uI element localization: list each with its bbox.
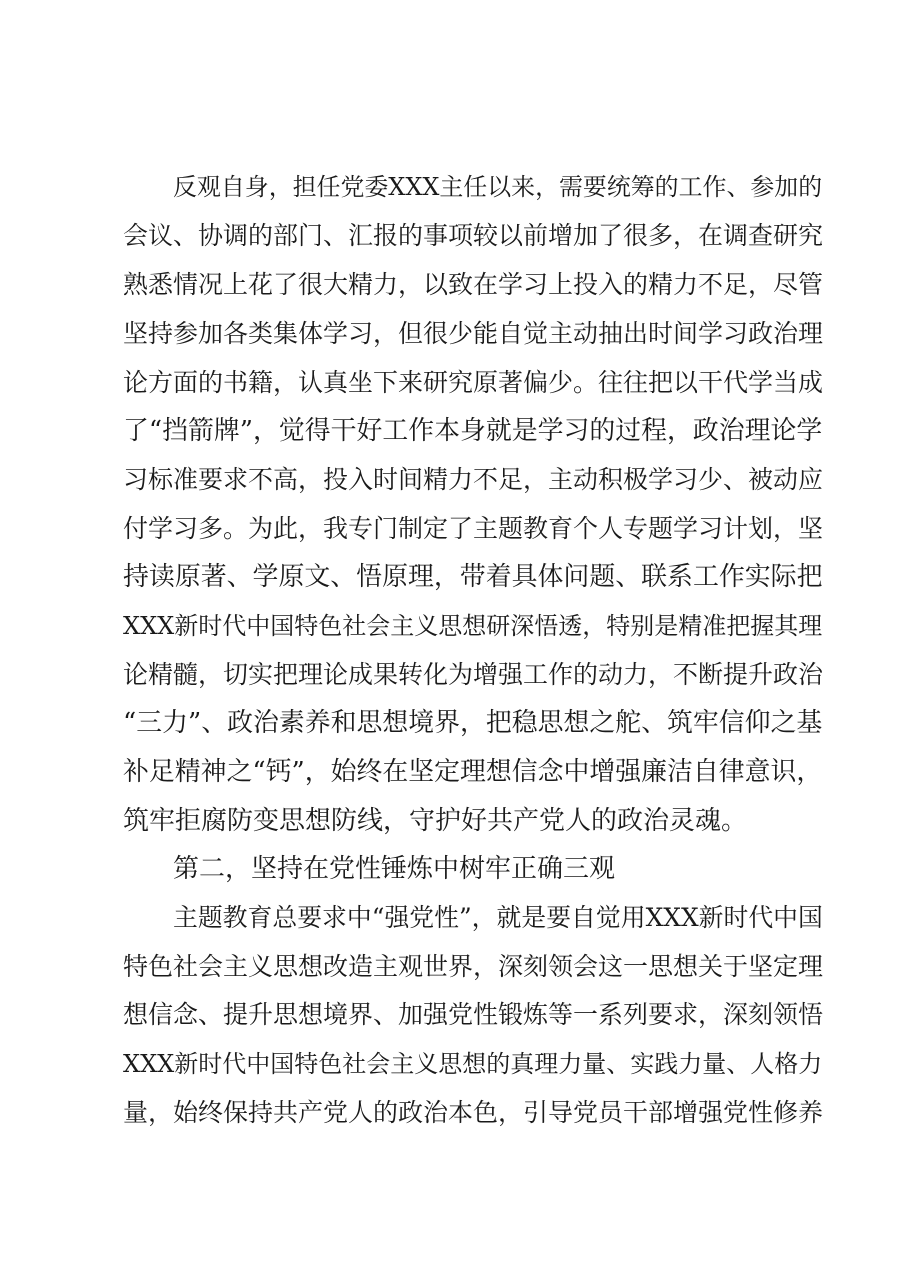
paragraph-1-line-8: 付学习多。为此，我专门制定了主题教育个人专题学习计划，坚: [123, 514, 824, 543]
paragraph-2-line-5: 量，始终保持共产党人的政治本色，引导党员干部增强党性修养: [123, 1098, 824, 1127]
paragraph-2-line-4: XXX新时代中国特色社会主义思想的真理力量、实践力量、人格力: [123, 1050, 823, 1078]
paragraph-2-line-3: 想信念、提升思想境界、加强党性锻炼等一系列要求，深刻领悟: [123, 1000, 824, 1029]
paragraph-1-line-14: 筑牢拒腐防变思想防线，守护好共产党人的政治灵魂。: [123, 806, 748, 836]
paragraph-1-line-10: XXX新时代中国特色社会主义思想研深悟透，特别是精准把握其理: [123, 612, 823, 640]
paragraph-2-line-2: 特色社会主义思想改造主观世界，深刻领会这一思想关于坚定理: [123, 952, 824, 981]
paragraph-1-line-11: 论精髓，切实把理论成果转化为增强工作的动力，不断提升政治: [123, 660, 824, 689]
paragraph-2-line-1: 主题教育总要求中“强党性”，就是要自觉用XXX新时代中国: [173, 903, 823, 932]
paragraph-1-line-9: 持读原著、学原文、悟原理，带着具体问题、联系工作实际把: [123, 562, 823, 592]
paragraph-1-line-12: “三力”、政治素养和思想境界，把稳思想之舵、筑牢信仰之基: [123, 708, 823, 738]
paragraph-1-line-2: 会议、协调的部门、汇报的事项较以前增加了很多，在调查研究: [123, 221, 824, 250]
paragraph-1-line-7: 习标准要求不高，投入时间精力不足，主动积极学习少、被动应: [123, 465, 824, 494]
paragraph-1-line-4: 坚持参加各类集体学习，但很少能自觉主动抽出时间学习政治理: [123, 319, 824, 348]
paragraph-1-line-3: 熟悉情况上花了很大精力，以致在学习上投入的精力不足，尽管: [123, 270, 824, 299]
paragraph-1-line-6: 了“挡箭牌”，觉得干好工作本身就是学习的过程，政治理论学: [123, 416, 823, 446]
paragraph-1-line-5: 论方面的书籍，认真坐下来研究原著偏少。往往把以干代学当成: [123, 368, 824, 397]
paragraph-1-line-1: 反观自身，担任党委XXX主任以来，需要统筹的工作、参加的: [173, 173, 823, 201]
section-heading: 第二，坚持在党性锤炼中树牢正确三观: [173, 854, 616, 884]
paragraph-1-line-13: 补足精神之“钙”，始终在坚定理想信念中增强廉洁自律意识，: [123, 757, 823, 787]
